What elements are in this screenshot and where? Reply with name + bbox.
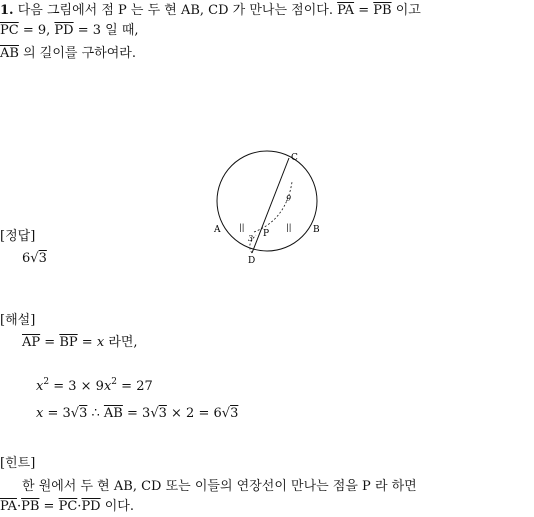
hint-pb: $\overline{PB}$ bbox=[21, 499, 40, 514]
eq2: = bbox=[81, 335, 93, 350]
l2-x2: x bbox=[103, 379, 112, 394]
solution-header: [해설] bbox=[0, 313, 36, 328]
hint-end: 이다. bbox=[104, 499, 134, 514]
tick-pb: || bbox=[286, 223, 292, 232]
label-a: A bbox=[214, 225, 221, 235]
l3-x: x bbox=[36, 406, 44, 421]
hint-pa: $\overline{PA}$ bbox=[0, 499, 17, 514]
segment-bp: $\overline{BP}$ bbox=[59, 335, 78, 350]
answer-coef: 6 bbox=[22, 251, 31, 266]
segment-pb: $\overline{PB}$ bbox=[373, 3, 392, 18]
hint-pd: $\overline{PD}$ bbox=[81, 499, 101, 514]
label-3: 3 bbox=[248, 234, 254, 243]
chord-cd bbox=[252, 158, 292, 253]
answer-value bbox=[22, 250, 47, 268]
eq1: = bbox=[44, 335, 56, 350]
l3-b: = 3 bbox=[127, 406, 151, 421]
segment-ab: $\overline{AB}$ bbox=[0, 46, 19, 61]
l3-r: 3 bbox=[79, 406, 88, 421]
sqrt-symbol: √ bbox=[30, 251, 39, 266]
sqrt-3: √ bbox=[221, 406, 231, 421]
l3-ab: $\overline{AB}$ bbox=[103, 406, 123, 421]
hint-line-1: 한 원에서 두 현 AB, CD 또는 이들의 연장선이 만나는 점을 P 라 하면 bbox=[22, 479, 417, 494]
hint-dot-2: · bbox=[77, 499, 82, 514]
problem-line-3 bbox=[0, 45, 136, 63]
l2-x: x bbox=[36, 379, 44, 394]
hint-pc: $\overline{PC}$ bbox=[58, 499, 78, 514]
problem-text-1-end: 이고 bbox=[395, 3, 421, 18]
segment-pa: $\overline{PA}$ bbox=[337, 3, 355, 18]
hint-line-2 bbox=[0, 498, 134, 516]
sqrt-2: √ bbox=[150, 406, 159, 421]
segment-pd: $\overline{PD}$ bbox=[54, 23, 74, 38]
therefore: ∴ bbox=[91, 406, 100, 421]
answer-radicand: 3 bbox=[38, 251, 47, 266]
equals-sign: = bbox=[358, 3, 370, 18]
l3-r2: 3 bbox=[158, 406, 167, 421]
var-x: x bbox=[96, 335, 105, 350]
segment-pc: $\overline{PC}$ bbox=[0, 23, 19, 38]
problem-text-2-end: 일 때, bbox=[105, 23, 139, 38]
l2-exp-2: 2 bbox=[111, 377, 118, 387]
label-b: B bbox=[313, 225, 320, 235]
problem-text-3-end: 의 길이를 구하여라. bbox=[23, 46, 136, 61]
label-c: C bbox=[291, 153, 298, 163]
label-9: 9 bbox=[286, 194, 292, 203]
pd-value: = 3 bbox=[77, 23, 102, 38]
segment-ap: $\overline{AP}$ bbox=[22, 335, 41, 350]
sqrt-1: √ bbox=[70, 406, 80, 421]
solution-line-2 bbox=[36, 378, 153, 396]
problem-number: 1. bbox=[0, 3, 14, 18]
hint-header: [힌트] bbox=[0, 456, 36, 471]
l3-c: × 2 = 6 bbox=[171, 406, 222, 421]
hint-dot-1: · bbox=[16, 499, 22, 514]
l2-rest: = 3 × 9 bbox=[53, 379, 104, 394]
circle-figure bbox=[0, 70, 534, 270]
label-p: P bbox=[263, 229, 270, 239]
solution-line-1 bbox=[22, 334, 138, 352]
problem-text-1: 다음 그림에서 점 P 는 두 현 AB, CD 가 만나는 점이다. bbox=[17, 3, 333, 18]
tick-ap: || bbox=[239, 223, 245, 232]
answer-header: [정답] bbox=[0, 229, 36, 244]
problem-line-2 bbox=[0, 22, 139, 40]
hint-eq: = bbox=[43, 499, 55, 514]
l2-exp: 2 bbox=[43, 377, 50, 387]
label-d: D bbox=[248, 256, 256, 266]
solution-line-3 bbox=[36, 405, 238, 423]
l2-end: = 27 bbox=[121, 379, 153, 394]
pc-value: = 9, bbox=[22, 23, 51, 38]
l3-a: = 3 bbox=[47, 406, 71, 421]
l3-r3: 3 bbox=[230, 406, 239, 421]
solution-line-1-tail: 라면, bbox=[108, 335, 138, 350]
problem-line-1 bbox=[0, 2, 421, 20]
